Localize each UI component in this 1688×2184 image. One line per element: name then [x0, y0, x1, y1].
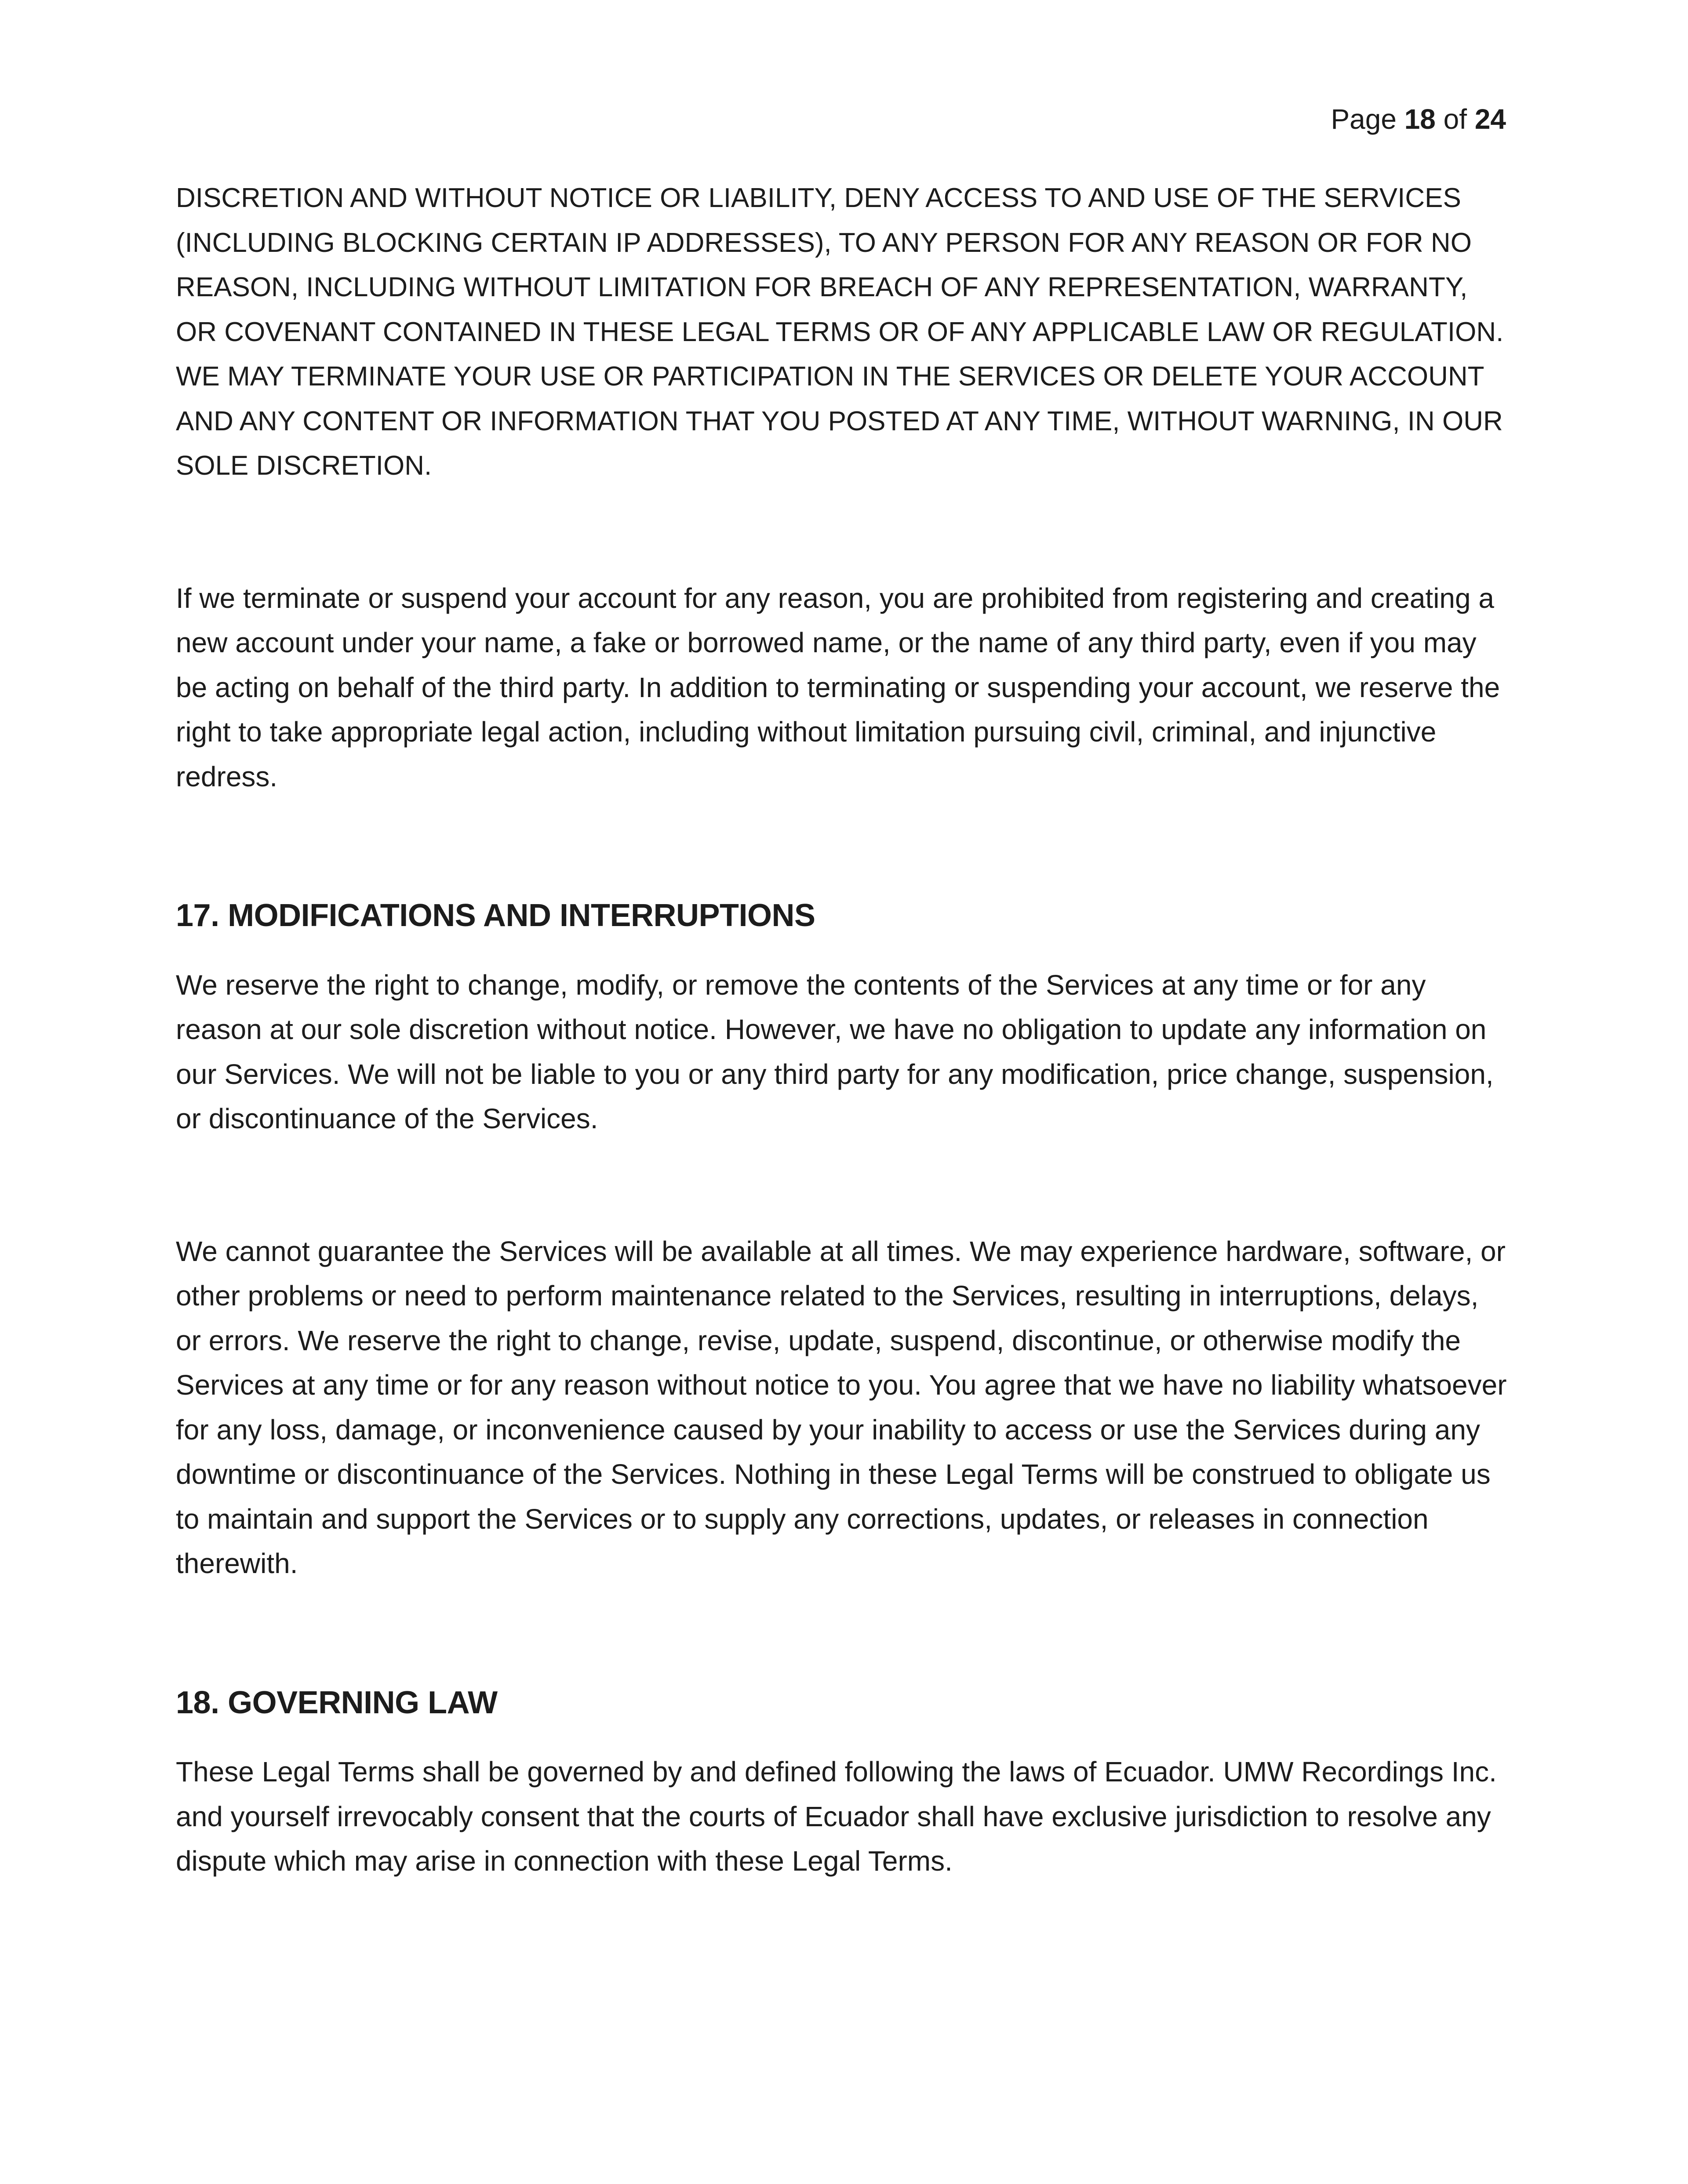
- spacer: [176, 938, 1508, 963]
- page-label: Page: [1331, 103, 1397, 135]
- section-heading-governing-law: 18. GOVERNING LAW: [176, 1685, 498, 1720]
- spacer: [176, 1141, 1508, 1229]
- modifications-paragraph-2: We cannot guarantee the Services will be available at all times. We may experience hardware, software, or other problems or need to perform maintenance related to the Services, resulting in interruptions, delays, or errors. We reserve the right to change, revise, update, suspend, discontinue, or otherwise modify the Services at any time or for any reason without notice to you. You agree that we have no liability whatsoever for any loss, damage, or inconvenience caused by your inability to access or use the Services during any downtime or discontinuance of the Services. Nothing in these Legal Terms will be construed to obligate us to maintain and support the Services or to supply any corrections, updates, or releases in connection therewith.: [176, 1235, 1507, 1579]
- governing-law-paragraph: These Legal Terms shall be governed by and defined following the laws of Ecuador. UMW Recordings Inc. and yourself irrevocably consent that the courts of Ecuador shall have exclusive jurisdiction to resolve any dispute which may arise in connection with these Legal Terms.: [176, 1756, 1497, 1877]
- section-heading-modifications: 17. MODIFICATIONS AND INTERRUPTIONS: [176, 898, 815, 933]
- current-page-number: 18: [1404, 103, 1436, 135]
- spacer: [176, 1725, 1508, 1750]
- spacer: [176, 1586, 1508, 1681]
- page-number: [1331, 99, 1506, 139]
- modifications-paragraph-1: We reserve the right to change, modify, or remove the contents of the Services at any time or for any reason at our sole discretion without notice. However, we have no obligation to update any information on our Services. We will not be liable to you or any third party for any modification, price change, suspension, or discontinuance of the Services.: [176, 969, 1494, 1134]
- spacer: [176, 799, 1508, 894]
- total-pages-number: 24: [1474, 103, 1506, 135]
- document-body: [176, 176, 1508, 1884]
- of-label: of: [1443, 103, 1467, 135]
- caps-paragraph: DISCRETION AND WITHOUT NOTICE OR LIABILITY, DENY ACCESS TO AND USE OF THE SERVICES (INCLUDING BLOCKING CERTAIN IP ADDRESSES), TO ANY PERSON FOR ANY REASON OR FOR NO REASON, INCLUDING WITHOUT LIMITATION FOR BREACH OF ANY REPRESENTATION, WARRANTY, OR COVENANT CONTAINED IN THESE LEGAL TERMS OR OF ANY APPLICABLE LAW OR REGULATION. WE MAY TERMINATE YOUR USE OR PARTICIPATION IN THE SERVICES OR DELETE YOUR ACCOUNT AND ANY CONTENT OR INFORMATION THAT YOU POSTED AT ANY TIME, WITHOUT WARNING, IN OUR SOLE DISCRETION.: [176, 183, 1504, 481]
- termination-paragraph: If we terminate or suspend your account for any reason, you are prohibited from registering and creating a new account under your name, a fake or borrowed name, or the name of any third party, even if you may be acting on behalf of the third party. In addition to terminating or suspending your account, we reserve the right to take appropriate legal action, including without limitation pursuing civil, criminal, and injunctive redress.: [176, 582, 1500, 792]
- spacer: [176, 488, 1508, 576]
